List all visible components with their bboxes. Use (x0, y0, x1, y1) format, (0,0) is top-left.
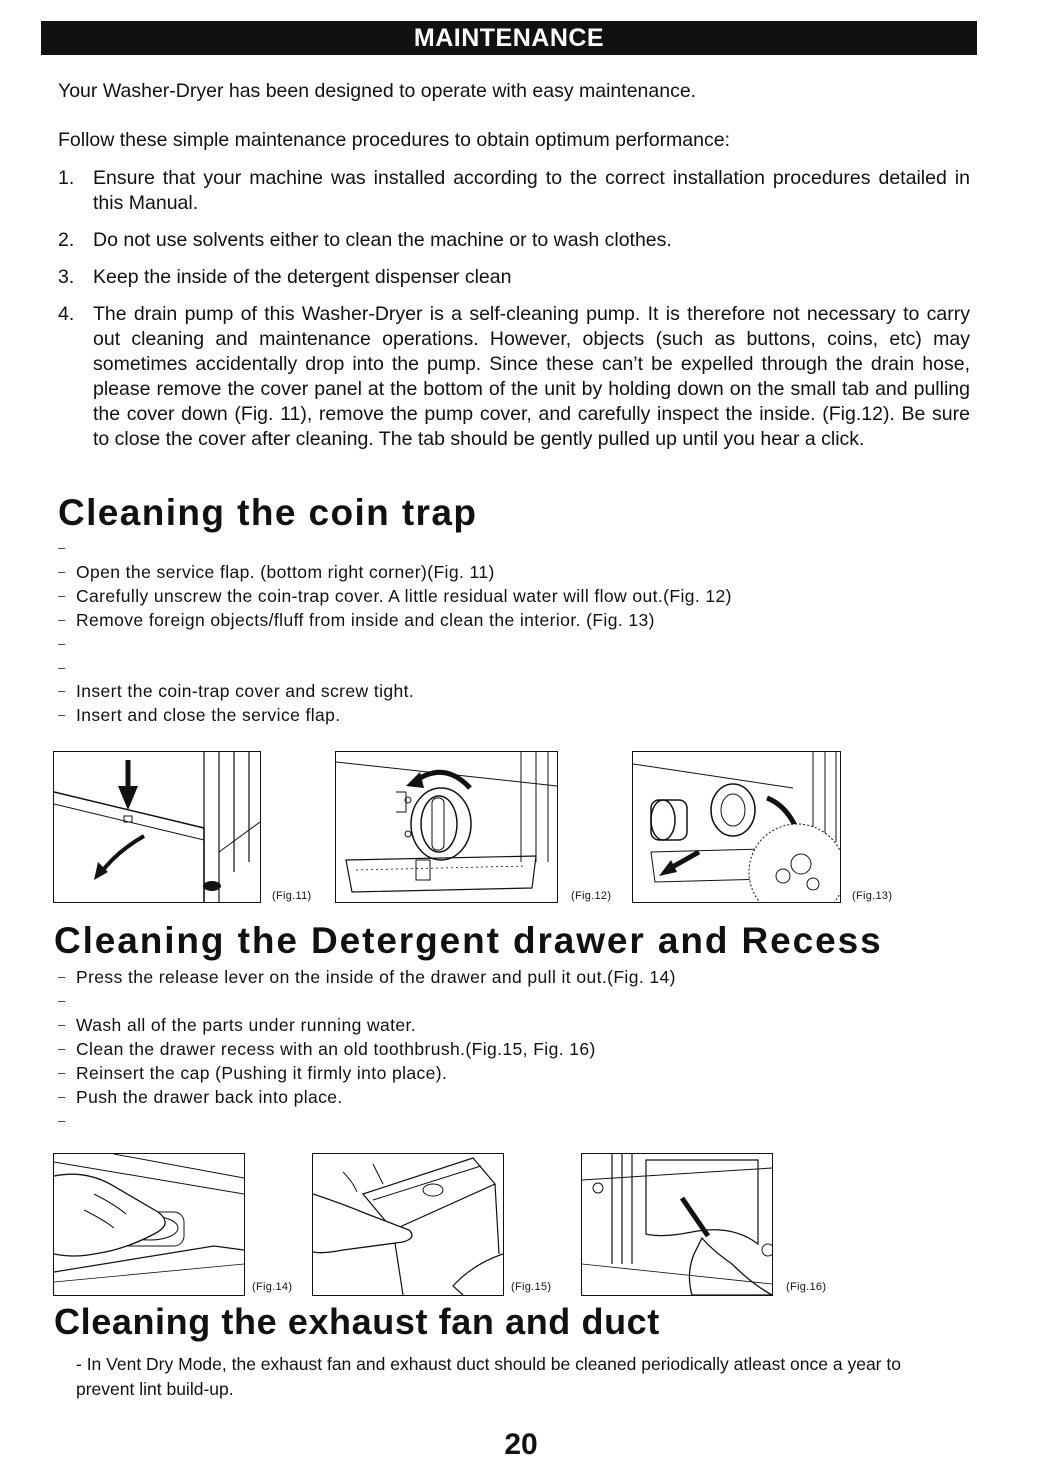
figure-14-illustration (53, 1153, 245, 1296)
figure-13-caption: (Fig.13) (852, 890, 893, 902)
figure-11-illustration (53, 751, 261, 903)
maintenance-steps (58, 166, 970, 452)
figure-15-illustration (312, 1153, 504, 1296)
drawer-release-drawing (54, 1154, 244, 1295)
detergent-heading: Cleaning the Detergent drawer and Recess (54, 920, 883, 961)
list-item (58, 1109, 676, 1133)
list-item: – Remove foreign objects/fluff from inside and clean the interior. (Fig. 13) (58, 608, 732, 632)
list-item: – Open the service flap. (bottom right corner)(Fig. 11) (58, 560, 732, 584)
detergent-steps (58, 965, 676, 1133)
list-item: – Wash all of the parts under running water. (58, 1013, 676, 1037)
figure-15-caption: (Fig.15) (511, 1281, 552, 1293)
service-flap-drawing (54, 752, 260, 902)
pump-filter-drawing (633, 752, 840, 902)
intro-line-2: Follow these simple maintenance procedures to obtain optimum performance: (58, 129, 731, 151)
list-item (58, 656, 732, 679)
list-item (58, 632, 732, 656)
exhaust-description: - In Vent Dry Mode, the exhaust fan and exhaust duct should be cleaned periodically atleast once a year to prevent lint build-up. (76, 1354, 901, 1399)
coin-trap-steps (58, 536, 732, 727)
figure-16-illustration (581, 1153, 773, 1296)
step-item: 2. Do not use solvents either to clean the machine or to wash clothes. (58, 229, 672, 251)
list-item (58, 989, 676, 1013)
list-item: – Carefully unscrew the coin-trap cover. A little residual water will flow out.(Fig. 12) (58, 584, 732, 608)
page-number: 20 (504, 1428, 538, 1461)
drawer-wash-drawing (313, 1154, 503, 1295)
list-item: – Clean the drawer recess with an old toothbrush.(Fig.15, Fig. 16) (58, 1037, 676, 1061)
list-item: – Insert the coin-trap cover and screw tight. (58, 679, 732, 703)
step-item: 1. Ensure that your machine was installed according to the correct installation procedures detailed in this Manual. (58, 167, 970, 214)
list-item: – Insert and close the service flap. (58, 703, 732, 727)
figure-14-caption: (Fig.14) (252, 1281, 293, 1293)
figure-16-caption: (Fig.16) (786, 1281, 827, 1293)
figure-13-illustration (632, 751, 841, 903)
exhaust-heading: Cleaning the exhaust fan and duct (54, 1301, 660, 1342)
step-item: 4. The drain pump of this Washer-Dryer is a self-cleaning pump. It is therefore not necessary to carry out cleaning and maintenance operations. However, objects (such as buttons, coins, etc) may sometimes accidentally drop into the pump. Since these can’t be expelled through the drain hose, please remove the cover panel at the bottom of the unit by holding down on the small tab and pulling the cover down (Fig. 11), remove the pump cover, and carefully inspect the inside. (Fig.12). Be sure to close the cover after cleaning. The tab should be gently pulled up until you hear a click. (58, 303, 970, 450)
list-item: – Press the release lever on the inside of the drawer and pull it out.(Fig. 14) (58, 965, 676, 989)
section-banner: MAINTENANCE (41, 21, 977, 55)
figure-12-illustration (335, 751, 558, 903)
coin-trap-cover-drawing (336, 752, 557, 902)
figure-12-caption: (Fig.12) (571, 890, 612, 902)
figure-11-caption: (Fig.11) (272, 890, 312, 902)
intro-line-1: Your Washer-Dryer has been designed to operate with easy maintenance. (58, 80, 697, 102)
list-item: – Reinsert the cap (Pushing it firmly into place). (58, 1061, 676, 1085)
list-item (58, 536, 732, 560)
coin-trap-heading: Cleaning the coin trap (58, 492, 478, 533)
recess-brush-drawing (582, 1154, 772, 1295)
list-item: – Push the drawer back into place. (58, 1085, 676, 1109)
step-item: 3. Keep the inside of the detergent dispenser clean (58, 266, 512, 288)
